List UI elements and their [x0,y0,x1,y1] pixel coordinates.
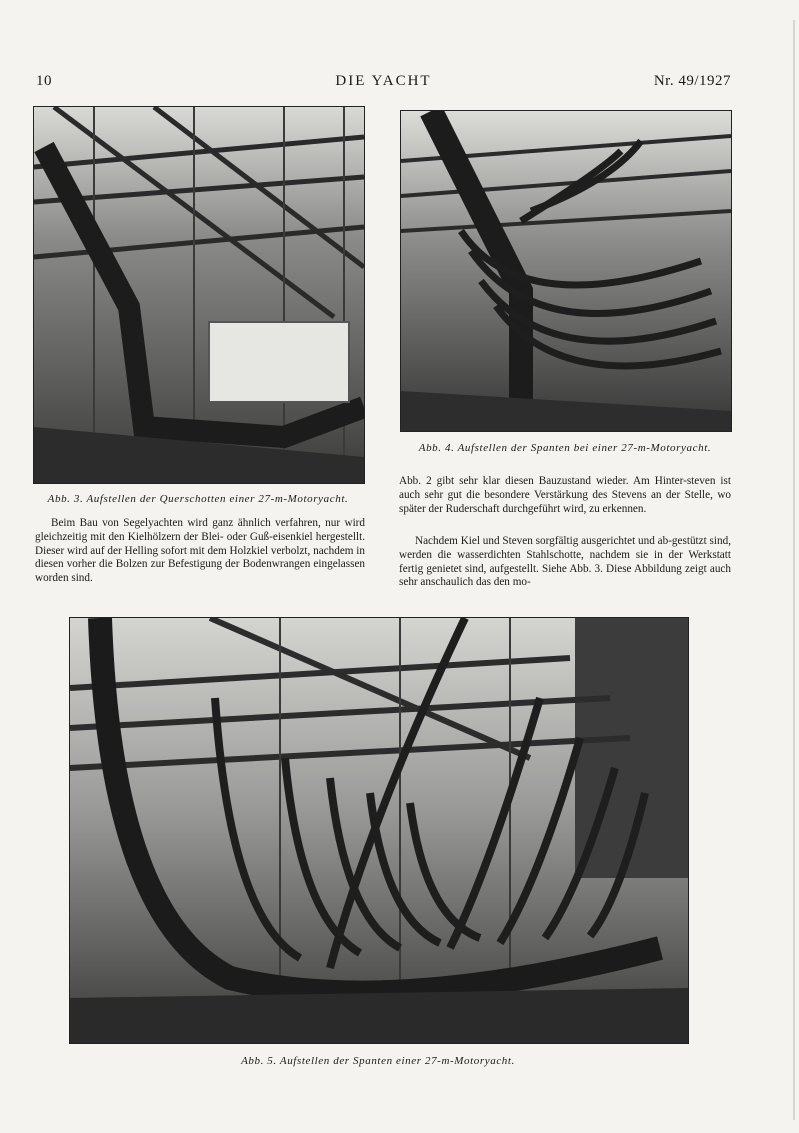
figure-5-caption: Abb. 5. Aufstellen der Spanten einer 27-m-Motoryacht. [241,1055,515,1067]
shipyard-hull-frames-image [70,618,688,1043]
figure-5-photo [69,617,689,1044]
page-number: 10 [36,73,52,89]
right-column-paragraph-1: Abb. 2 gibt sehr klar diesen Bauzustand wieder. Am Hinter-steven ist auch sehr gut die besondere Verstärkung des Stevens an der Stelle, wo später der Ruderschaft durchgeführt wird, zu erkennen. [399,475,731,515]
journal-title: DIE YACHT [335,73,432,89]
page-edge-shadow [793,20,795,1120]
issue-number: Nr. 49/1927 [653,73,731,89]
page-header [36,73,731,95]
figure-3-photo [33,106,365,484]
left-column-paragraph: Beim Bau von Segelyachten wird ganz ähnlich verfahren, nur wird gleichzeitig mit den Kielhölzern der Blei- oder Guß-eisenkiel hergestellt. Dieser wird auf der Helling sofort mit dem Holzkiel verbolzt, nachdem in diesen vorher die Bolzen zur Befestigung der Bodenwrangen eingelassen worden sind. [35,517,365,585]
shipyard-bulkhead-image [34,107,364,483]
figure-4-caption: Abb. 4. Aufstellen der Spanten bei einer 27-m-Motoryacht. [418,442,712,454]
figure-3-caption: Abb. 3. Aufstellen der Querschotten einer 27-m-Motoryacht. [47,493,349,505]
figure-4-photo [400,110,732,432]
right-column-paragraph-2: Nachdem Kiel und Steven sorgfältig ausgerichtet und ab-gestützt sind, werden die wasserdichten Stahlschotte, nachdem sie in der Werkstatt fertig genietet sind, aufgestellt. Siehe Abb. 3. Diese Abbildung zeigt auch sehr anschaulich das den mo- [399,535,731,589]
shipyard-frames-image [401,111,731,431]
